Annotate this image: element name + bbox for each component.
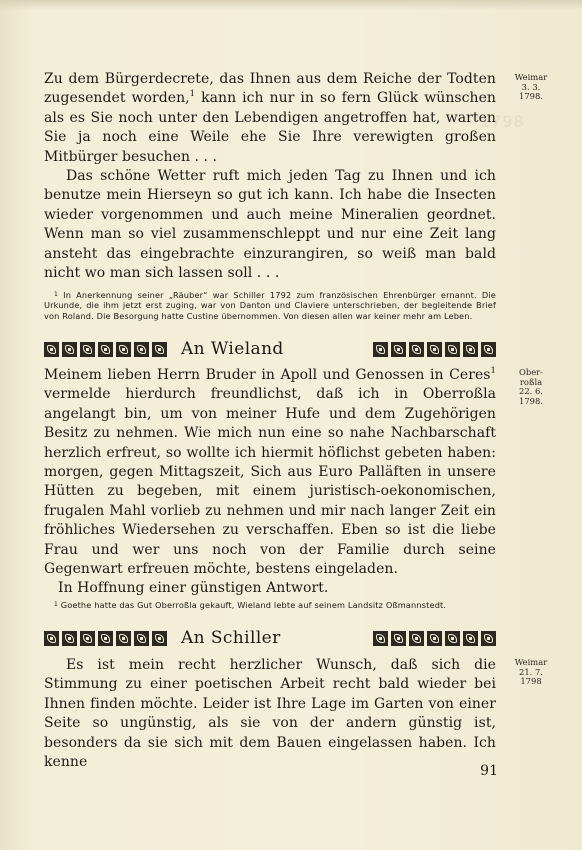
ornament-icon [481,342,496,357]
footnote: $^1$ In Anerkennung seiner „Räuber“ war Schiller 1792 zum französischen Ehrenbürger ernannt. Die Urkunde, die ihm jetzt erst zuging, war von Danton und Claviere unterschrieben, der begleitende Brief von Roland. Die Besorgung hatte Custine übernommen. Von diesen allen war keiner mehr am Leben. [44,290,496,321]
margin-date-note: Weimar 3. 3. 1798. [514,72,548,102]
letter-heading-wieland [44,338,496,360]
ornament-icon [463,342,478,357]
ornament-row-left [44,342,167,357]
footnote-marker: 1 [189,89,196,100]
ornament-icon [463,631,478,646]
closing-line: In Hoffnung einer günstigen Antwort. [58,580,329,597]
letter-heading-schiller [44,627,496,649]
ornament-icon [445,631,460,646]
ornament-icon [80,342,95,357]
ornament-icon [409,631,424,646]
paragraph: Meinem lieben Herrn Bruder in Apoll und Genossen in Ceres$^1$ vermelde hierdurch freundlichst, daß ich in Oberroßla angelangt bin, um von meiner Hufe und dem Zugehörigen Besitz zu nehmen. Wie mich nun eine so nahe Nachbarschaft herzlich erfreut, so wollte ich hiermit höflichst gebeten haben: morgen, gegen Mittagszeit, Sich aus Euro Palläften in unsere Hütten zu begeben, mit einem juristisch-oekonomischen, frugalen Mahl vorlieb zu nehmen und mir nach langer Zeit ein fröhliches Wiedersehen zu verschaffen. Eben so ist die liebe Frau und wer uns noch von der Familie durch seine Gegenwart erfreuen möchte, bestens eingeladen. [44,366,496,578]
margin-date-note: Weimar 21. 7. 1798 [514,657,548,687]
pencil-annotation: 1798 [480,112,525,131]
ornament-icon [152,342,167,357]
ornament-icon [98,342,113,357]
heading-title: An Wieland [181,339,284,359]
footnote-marker: 1 [490,366,496,376]
ornament-icon [427,631,442,646]
page-number: 91 [480,763,498,779]
letter-continuation [44,70,496,283]
ornament-icon [62,631,77,646]
ornament-icon [152,631,167,646]
footnote: $^1$ Goethe hatte das Gut Oberroßla gekauft, Wieland lebte auf seinem Landsitz Oßmannstedt. [54,600,447,610]
ornament-icon [391,342,406,357]
ornament-icon [98,631,113,646]
ornament-icon [427,342,442,357]
ornament-icon [481,631,496,646]
ornament-row-right [373,342,496,357]
paragraph: Zu dem Bürgerdecrete, das Ihnen aus dem Reiche der Todten zugesendet worden,$^1$ kann ich nur in so fern Glück wünschen als es Sie noch unter den Lebendigen angetroffen hat, warten Sie ja noch eine Weile ehe Sie Ihre verewigten großen Mitbürger besuchen . . . [44,71,496,165]
ornament-icon [44,342,59,357]
ornament-icon [116,631,131,646]
letter-to-wieland [44,366,496,599]
ornament-icon [373,342,388,357]
paragraph: Das schöne Wetter ruft mich jeden Tag zu Ihnen und ich benutze mein Hierseyn so gut ich kann. Ich habe die Insecten wieder vorgenommen und auch meine Mineralien geordnet. Wenn man so viel zusammenschleppt und nur eine Zeit lang ansteht das eingebrachte einzurangiren, so weiß man bald nicht wo man sich lassen soll . . . [44,168,496,282]
ornament-icon [391,631,406,646]
ornament-icon [409,342,424,357]
ornament-icon [116,342,131,357]
ornament-row-right [373,631,496,646]
ornament-icon [80,631,95,646]
ornament-icon [134,342,149,357]
ornament-icon [44,631,59,646]
paragraph: Es ist mein recht herzlicher Wunsch, daß sich die Stimmung zu einer poetischen Arbeit recht bald wieder bei Ihnen finden möchte. Leider ist Ihre Lage im Garten von einer Seite so ungünstig, als sie von der andern günstig ist, besonders da sie sich mit dem Bauen eingelassen haben. Ich kenne [44,657,496,771]
ornament-icon [445,342,460,357]
margin-date-note: Ober- roßla 22. 6. 1798. [518,367,544,406]
letter-to-schiller [44,656,496,772]
ornament-icon [134,631,149,646]
ornament-icon [62,342,77,357]
heading-title: An Schiller [181,628,281,648]
ornament-row-left [44,631,167,646]
ornament-icon [373,631,388,646]
